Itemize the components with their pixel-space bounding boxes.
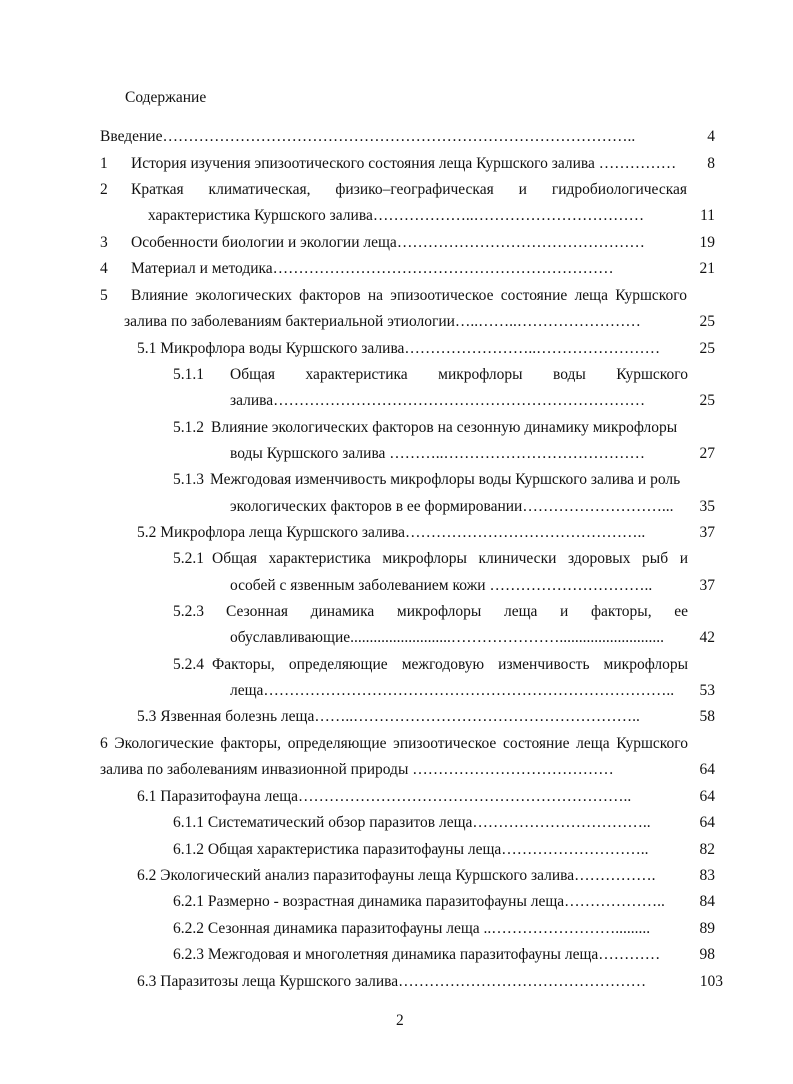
toc-entry-text: 6.1.2 Общая характеристика паразитофауны леща……………………….. [173, 841, 649, 858]
toc-entry-page: 64 [699, 761, 715, 778]
toc-entry-text: 5.2 Микрофлора леща Куршского залива……………………………………….. [137, 524, 646, 541]
toc-entry-text: 6 Экологические факторы, определяющие эпизоотическое состояние леща Куршского [100, 735, 688, 752]
toc-entry-page: 25 [699, 392, 715, 409]
toc-entry-text: экологических факторов в ее формировании………………………... [230, 498, 674, 515]
toc-entry-text: Факторы, определяющие межгодовую изменчивость микрофлоры [212, 656, 688, 673]
toc-entry-number: 5.2.3 [173, 603, 204, 620]
toc-entry-text: Влияние экологических факторов на сезонную динамику микрофлоры [211, 419, 678, 436]
toc-entry-text: леща…………………………………………………………………….. [230, 682, 675, 699]
toc-entry-text: 5.1 Микрофлора воды Куршского залива……………………..…………………… [137, 340, 661, 357]
toc-entry-text: История изучения эпизоотического состояния леща Куршского залива …………… [131, 155, 677, 172]
toc-entry-number: 2 [100, 181, 108, 198]
toc-entry-page: 21 [699, 260, 715, 277]
toc-entry-text: залива……………………………………………………………… [230, 392, 646, 409]
toc-entry-text: Краткая климатическая, физико–географическая и гидробиологическая [131, 181, 687, 198]
toc-entry-page: 98 [699, 946, 715, 963]
toc-entry-number: 3 [100, 234, 108, 251]
toc-entry-page: 37 [699, 577, 715, 594]
toc-entry-page: 89 [699, 920, 715, 937]
toc-entry-text: Межгодовая изменчивость микрофлоры воды Куршского залива и роль [210, 471, 681, 488]
toc-entry-text: Сезонная динамика микрофлоры леща и факторы, ее [226, 603, 688, 620]
toc-entry-text: 6.2.3 Межгодовая и многолетняя динамика паразитофауны леща………… [173, 946, 661, 963]
toc-entry-page: 19 [699, 234, 715, 251]
toc-entry-text: Влияние экологических факторов на эпизоотическое состояние леща Куршского [131, 287, 687, 304]
toc-entry-text: 5.3 Язвенная болезнь леща……..……………………………………………….. [137, 708, 640, 725]
toc-entry-text: 6.1 Паразитофауна леща……………………………………………………….. [137, 788, 632, 805]
toc-entry-text: обуславливающие..........................…………………........................... [230, 629, 664, 646]
toc-entry-page: 84 [699, 893, 715, 910]
toc-entry-number: 5.1.2 [173, 419, 204, 436]
toc-entry-page: 27 [699, 445, 715, 462]
toc-entry-page: 83 [699, 867, 715, 884]
toc-entry-text: Общая характеристика микрофлоры клинически здоровых рыб и [212, 550, 688, 567]
toc-entry-page: 4 [707, 128, 715, 145]
toc-entry-text: 6.1.1 Систематический обзор паразитов леща…………………………….. [173, 814, 651, 831]
toc-entry-text: Общая характеристика микрофлоры воды Куршского [230, 366, 688, 383]
toc-entry-text: 6.2.1 Размерно - возрастная динамика паразитофауны леща……………….. [173, 893, 665, 910]
toc-entry-text: Особенности биологии и экологии леща………………………………………… [131, 234, 645, 251]
toc-entry-number: 5 [100, 287, 108, 304]
toc-entry-page: 8 [707, 155, 715, 172]
toc-entry-page: 103 [699, 973, 723, 990]
toc-entry-number: 1 [100, 155, 108, 172]
toc-entry-text: характеристика Куршского залива………………..…………………………… [148, 207, 645, 224]
toc-entry-page: 82 [699, 841, 715, 858]
toc-entry-text: 6.3 Паразитозы леща Куршского залива………………………………………… [137, 973, 647, 990]
toc-entry-page: 64 [699, 788, 715, 805]
toc-entry-page: 35 [699, 498, 715, 515]
toc-entry-page: 25 [699, 313, 715, 330]
toc-entry-text: залива по заболеваниям инвазионной природы ………………………………… [100, 761, 614, 778]
toc-entry-page: 53 [699, 682, 715, 699]
toc-entry-page: 11 [700, 207, 715, 224]
toc-entry-page: 58 [699, 708, 715, 725]
toc-entry-text: особей с язвенным заболеванием кожи ………………………….. [230, 577, 653, 594]
toc-entry-page: 37 [699, 524, 715, 541]
toc-entry-number: 5.1.3 [173, 471, 204, 488]
page-number: 2 [396, 1012, 404, 1029]
toc-entry-page: 42 [699, 629, 715, 646]
toc-entry-number: 5.2.1 [173, 550, 204, 567]
toc-entry-text: 6.2.2 Сезонная динамика паразитофауны леща ..……………………......... [173, 920, 651, 937]
toc-entry-text: Материал и методика………………………………………………………… [131, 260, 614, 277]
toc-entry-text: Введение……………………………………………………………………………….. [100, 128, 636, 145]
toc-entry-number: 4 [100, 260, 108, 277]
toc-entry-text: 6.2 Экологический анализ паразитофауны леща Куршского залива……………. [137, 867, 656, 884]
toc-entry-number: 5.1.1 [173, 366, 204, 383]
toc-entry-number: 5.2.4 [173, 656, 204, 673]
toc-entry-text: залива по заболеваниям бактериальной этиологии…..……..…………………… [124, 313, 641, 330]
page-title: Содержание [125, 89, 207, 106]
toc-entry-page: 64 [699, 814, 715, 831]
toc-entry-text: воды Куршского залива ………..………………………………… [230, 445, 646, 462]
toc-entry-page: 25 [699, 340, 715, 357]
